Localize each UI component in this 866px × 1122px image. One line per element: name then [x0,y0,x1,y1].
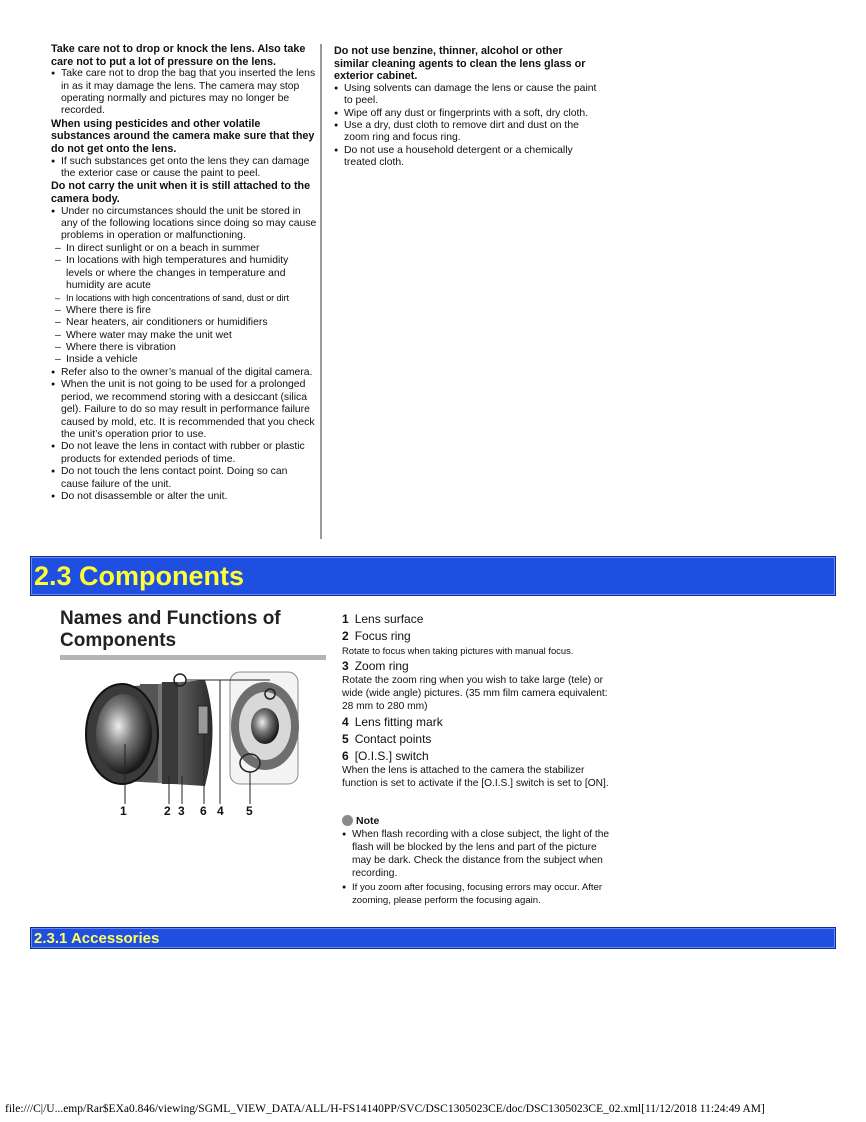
note-item: ● If you zoom after focusing, focusing errors may occur. After zooming, please perform the focusing again. [342,881,610,907]
precaution-bullet: ● Take care not to drop the bag that you inserted the lens in as it may damage the lens. The camera may stop operating normally and pictures may no longer be recorded. [51,68,317,118]
component-description: Rotate the zoom ring when you wish to take large (tele) or wide (wide angle) pictures. (35 mm film camera equivalent: 28 mm to 280 mm) [342,675,608,712]
precaution-location-item: – Inside a vehicle [51,354,317,366]
component-item [342,612,610,627]
precaution-location-item: – Where water may make the unit wet [51,330,317,342]
precaution-location-item: – In locations with high temperatures and humidity levels or where the changes in temperature and humidity are acute [51,255,317,292]
note-icon [342,815,353,826]
title-underline [60,655,326,660]
precaution-location-item: – Where there is fire [51,305,317,317]
component-number: 1 [342,612,349,626]
precautions-left-column [51,43,317,503]
precaution-list [334,83,600,170]
component-item [342,715,610,730]
note-label: Note [356,815,380,827]
component-item [342,629,610,657]
components-title: Names and Functions of Components [60,608,281,651]
note-heading [342,814,610,828]
diagram-label-6: 6 [200,804,207,818]
precaution-bullet: ● Refer also to the owner’s manual of the digital camera. [51,367,317,379]
precaution-location-item: – In direct sunlight or on a beach in summer [51,243,317,255]
precaution-bullet: ● Do not disassemble or alter the unit. [51,491,317,503]
precautions-right-column [334,45,600,170]
components-list [342,612,610,792]
section-header-components [30,556,836,596]
precaution-bullet: ● If such substances get onto the lens they can damage the exterior case or cause the paint to peel. [51,156,317,181]
precaution-heading: Do not use benzine, thinner, alcohol or other similar cleaning agents to clean the lens glass or exterior cabinet. [334,45,586,83]
component-item [342,749,610,790]
precaution-list [51,68,317,118]
section-title: 2.3 Components [34,561,245,591]
precaution-bullet: ● Wipe off any dust or fingerprints with a soft, dry cloth. [334,108,600,120]
precaution-location-item: – Where there is vibration [51,342,317,354]
subsection-title: 2.3.1 Accessories [34,930,160,947]
component-name: [O.I.S.] switch [354,749,429,763]
precaution-list [51,156,317,181]
component-name: Lens surface [354,612,424,626]
component-name: Lens fitting mark [354,715,443,729]
file-path-footer: file:///C|/U...emp/Rar$EXa0.846/viewing/SGML_VIEW_DATA/ALL/H-FS14140PP/SVC/DSC1305023CE/doc/DSC1305023CE_02.xml[11/12/2018 11:24:49 AM] [5,1103,765,1115]
component-description: Rotate to focus when taking pictures with manual focus. [342,645,574,656]
precaution-bullet: ● When the unit is not going to be used for a prolonged period, we recommend storing with a desiccant (silica gel). Failure to do so may result in performance failure caused by mold, etc. It is recommended that you check the unit’s operation prior to use. [51,379,317,441]
component-name: Contact points [354,732,432,746]
note-block [342,814,610,907]
component-item [342,732,610,747]
precaution-list [51,206,317,504]
component-name: Focus ring [354,629,411,643]
component-number: 2 [342,629,349,643]
component-description: When the lens is attached to the camera the stabilizer function is set to activate if the [O.I.S.] switch is set to [ON]. [342,765,609,789]
diagram-label-2: 2 [164,804,171,818]
diagram-label-3: 3 [178,804,185,818]
precaution-bullet: ● Use a dry, dust cloth to remove dirt and dust on the zoom ring and focus ring. [334,120,600,145]
precaution-heading: Do not carry the unit when it is still attached to the camera body. [51,180,311,205]
precaution-location-item: – Near heaters, air conditioners or humidifiers [51,317,317,329]
lens-rear-view [230,672,299,784]
component-name: Zoom ring [354,659,409,673]
diagram-label-1: 1 [120,804,127,818]
precaution-bullet: ● Do not use a household detergent or a chemically treated cloth. [334,145,600,170]
precaution-heading: When using pesticides and other volatile substances around the camera make sure that they do not get onto the lens. [51,117,315,155]
precaution-bullet: ● Under no circumstances should the unit be stored in any of the following locations since doing so may cause problems in operation or malfunctioning. [51,206,317,243]
diagram-label-4: 4 [217,804,224,818]
precaution-bullet: ● Do not leave the lens in contact with rubber or plastic products for extended periods of time. [51,441,317,466]
column-divider [320,44,322,539]
component-number: 5 [342,732,349,746]
precaution-location-item: – In locations with high concentrations of sand, dust or dirt [51,292,317,304]
precaution-heading: Take care not to drop or knock the lens. Also take care not to put a lot of pressure on the lens. [51,43,306,68]
precaution-bullet: ● Do not touch the lens contact point. Doing so can cause failure of the unit. [51,466,317,491]
component-item [342,659,610,713]
lens-barrel [86,680,213,786]
note-item: ● When flash recording with a close subject, the light of the flash will be blocked by the lens and part of the picture may be dark. Check the distance from the subject when recording. [342,828,610,880]
component-number: 4 [342,715,349,729]
precaution-bullet: ● Using solvents can damage the lens or cause the paint to peel. [334,83,600,108]
component-number: 3 [342,659,349,673]
lens-diagram [80,668,305,820]
component-number: 6 [342,749,349,763]
diagram-label-5: 5 [246,804,253,818]
section-header-accessories [30,927,836,949]
